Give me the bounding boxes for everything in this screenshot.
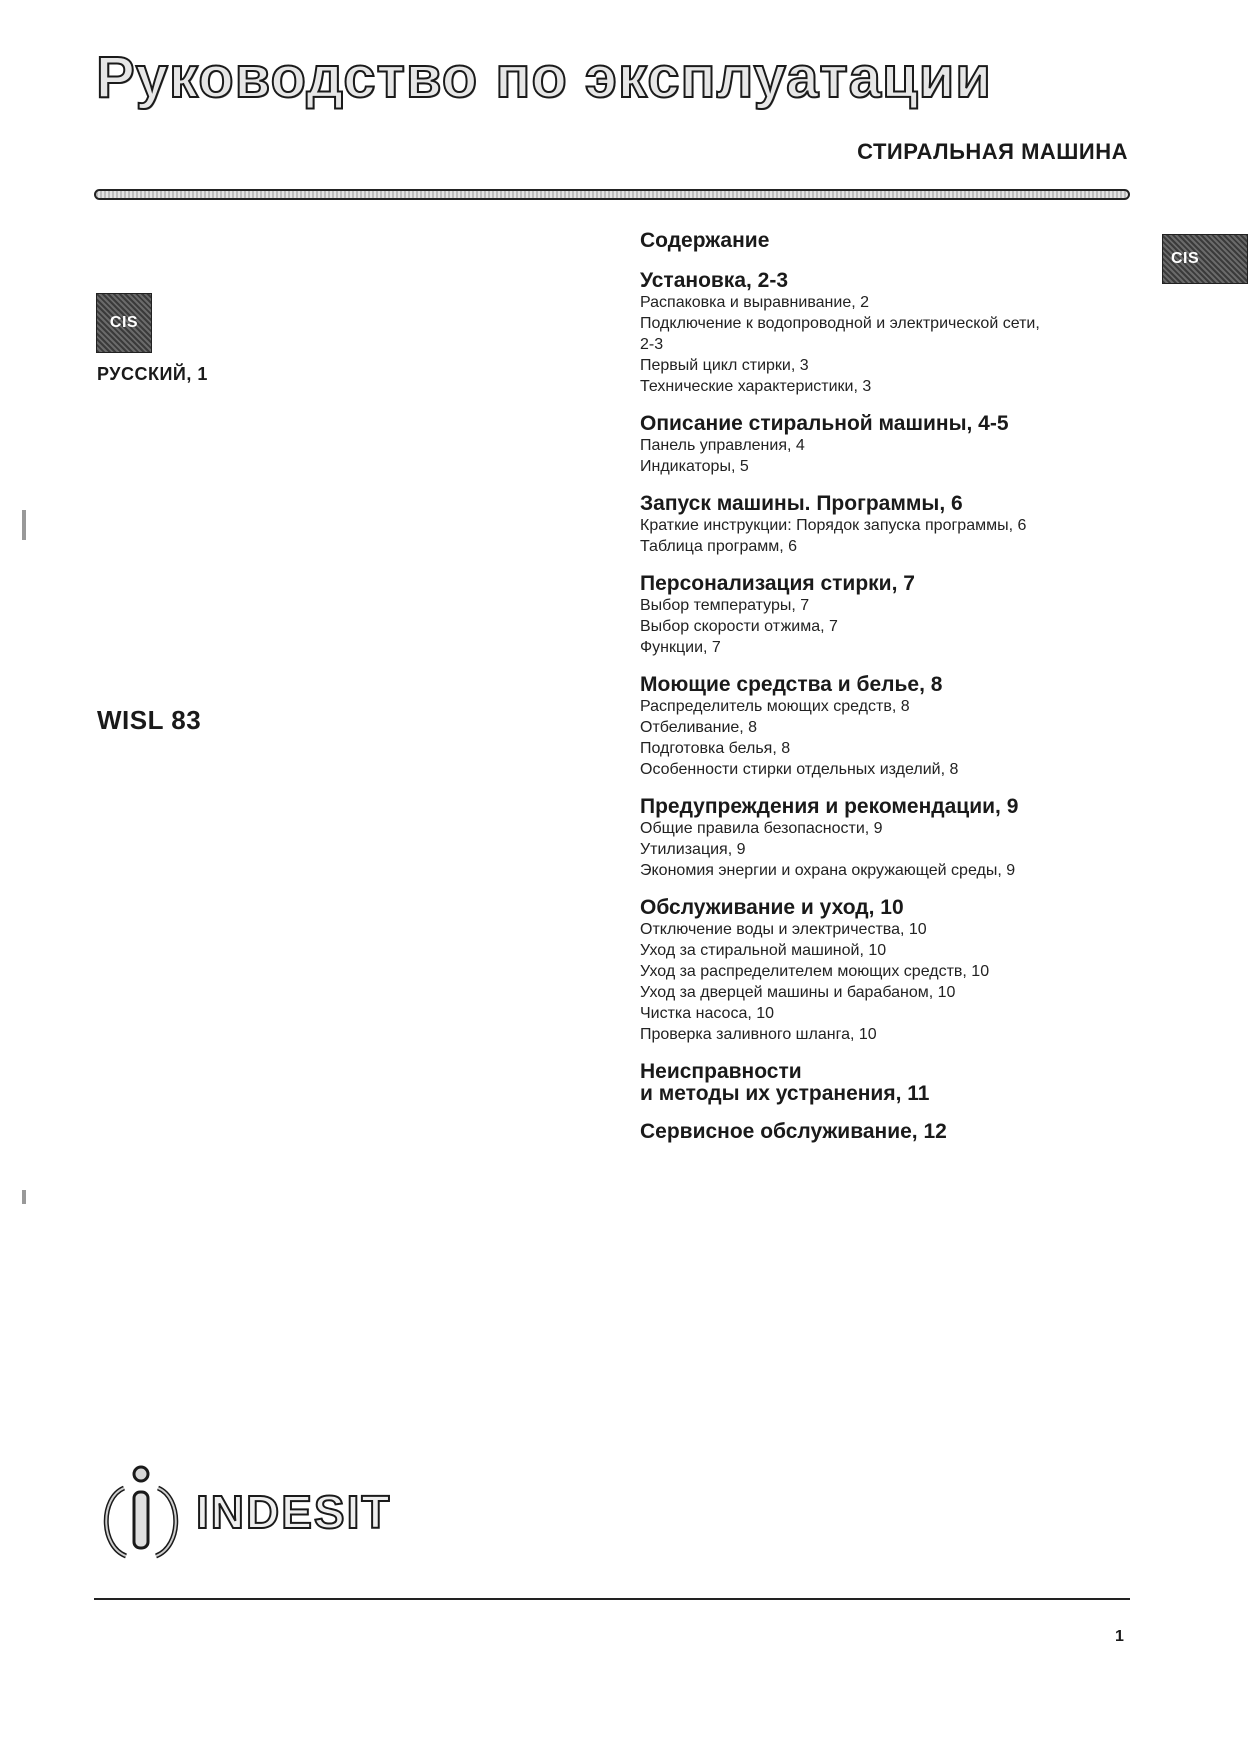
toc-item[interactable]: Уход за распределителем моющих средств, 10	[640, 963, 990, 980]
scan-edge-mark	[22, 1190, 26, 1204]
toc-section-title[interactable]: Запуск машины. Программы, 6	[640, 492, 963, 515]
toc-title-line: и методы их устранения, 11	[640, 1082, 930, 1105]
side-tab-badge: CIS	[1162, 234, 1248, 284]
toc-item[interactable]: Краткие инструкции: Порядок запуска программы, 6	[640, 517, 1027, 534]
toc-item[interactable]: Уход за стиральной машиной, 10	[640, 942, 887, 959]
toc-section-title[interactable]: Обслуживание и уход, 10	[640, 896, 904, 919]
toc-item[interactable]: Индикаторы, 5	[640, 458, 749, 475]
toc-item[interactable]: Экономия энергии и охрана окружающей среды, 9	[640, 862, 1016, 879]
toc-section-maintenance	[640, 897, 1140, 1045]
table-of-contents	[640, 229, 1140, 1159]
model-number: WISL 83	[97, 705, 202, 735]
toc-item[interactable]: Таблица программ, 6	[640, 538, 798, 555]
toc-section-troubleshooting	[640, 1061, 1140, 1105]
document-subtitle: СТИРАЛЬНАЯ МАШИНА	[857, 139, 1128, 164]
language-badge: CIS	[96, 293, 152, 353]
toc-section-detergents	[640, 674, 1140, 780]
toc-item[interactable]: Технические характеристики, 3	[640, 378, 872, 395]
toc-section-title[interactable]: Сервисное обслуживание, 12	[640, 1120, 947, 1143]
toc-section-personalization	[640, 573, 1140, 658]
toc-section-description	[640, 413, 1140, 477]
page-number: 1	[1115, 1628, 1124, 1645]
toc-section-installation	[640, 270, 1140, 397]
brand-logo	[96, 1462, 391, 1562]
toc-item[interactable]: Распаковка и выравнивание, 2	[640, 294, 870, 311]
toc-section-title[interactable]: Установка, 2-3	[640, 269, 789, 292]
toc-section-start	[640, 493, 1140, 557]
toc-section-title[interactable]: Предупреждения и рекомендации, 9	[640, 795, 1019, 818]
toc-item[interactable]: Особенности стирки отдельных изделий, 8	[640, 761, 959, 778]
toc-item[interactable]: Отключение воды и электричества, 10	[640, 921, 927, 938]
toc-section-title[interactable]	[640, 1061, 1140, 1105]
brand-name: INDESIT	[196, 1486, 392, 1538]
indesit-logo-icon	[96, 1462, 186, 1562]
language-label: РУССКИЙ, 1	[97, 364, 208, 384]
toc-heading: Содержание	[640, 229, 770, 252]
toc-item[interactable]: Общие правила безопасности, 9	[640, 820, 883, 837]
footer-divider	[94, 1598, 1130, 1600]
toc-section-title[interactable]: Персонализация стирки, 7	[640, 572, 915, 595]
toc-section-warnings	[640, 796, 1140, 881]
toc-item[interactable]: Утилизация, 9	[640, 841, 746, 858]
toc-item[interactable]: Первый цикл стирки, 3	[640, 357, 809, 374]
toc-item[interactable]: Чистка насоса, 10	[640, 1005, 775, 1022]
toc-item[interactable]: Распределитель моющих средств, 8	[640, 698, 910, 715]
toc-item[interactable]: Уход за дверцей машины и барабаном, 10	[640, 984, 956, 1001]
title-divider	[94, 189, 1130, 200]
toc-section-title[interactable]: Описание стиральной машины, 4-5	[640, 412, 1009, 435]
toc-item[interactable]: Подготовка белья, 8	[640, 740, 791, 757]
page-title: Руководство по эксплуатации	[96, 45, 992, 110]
toc-title-line: Неисправности	[640, 1060, 802, 1083]
toc-section-title[interactable]: Моющие средства и белье, 8	[640, 673, 943, 696]
toc-item[interactable]: Подключение к водопроводной и электрической сети, 2-3	[640, 315, 1040, 353]
toc-section-service	[640, 1121, 1140, 1143]
scan-edge-mark	[22, 510, 26, 540]
toc-item[interactable]: Проверка заливного шланга, 10	[640, 1026, 877, 1043]
toc-item[interactable]: Функции, 7	[640, 639, 721, 656]
toc-item[interactable]: Выбор скорости отжима, 7	[640, 618, 838, 635]
toc-item[interactable]: Панель управления, 4	[640, 437, 805, 454]
toc-item[interactable]: Отбеливание, 8	[640, 719, 758, 736]
toc-item[interactable]: Выбор температуры, 7	[640, 597, 810, 614]
